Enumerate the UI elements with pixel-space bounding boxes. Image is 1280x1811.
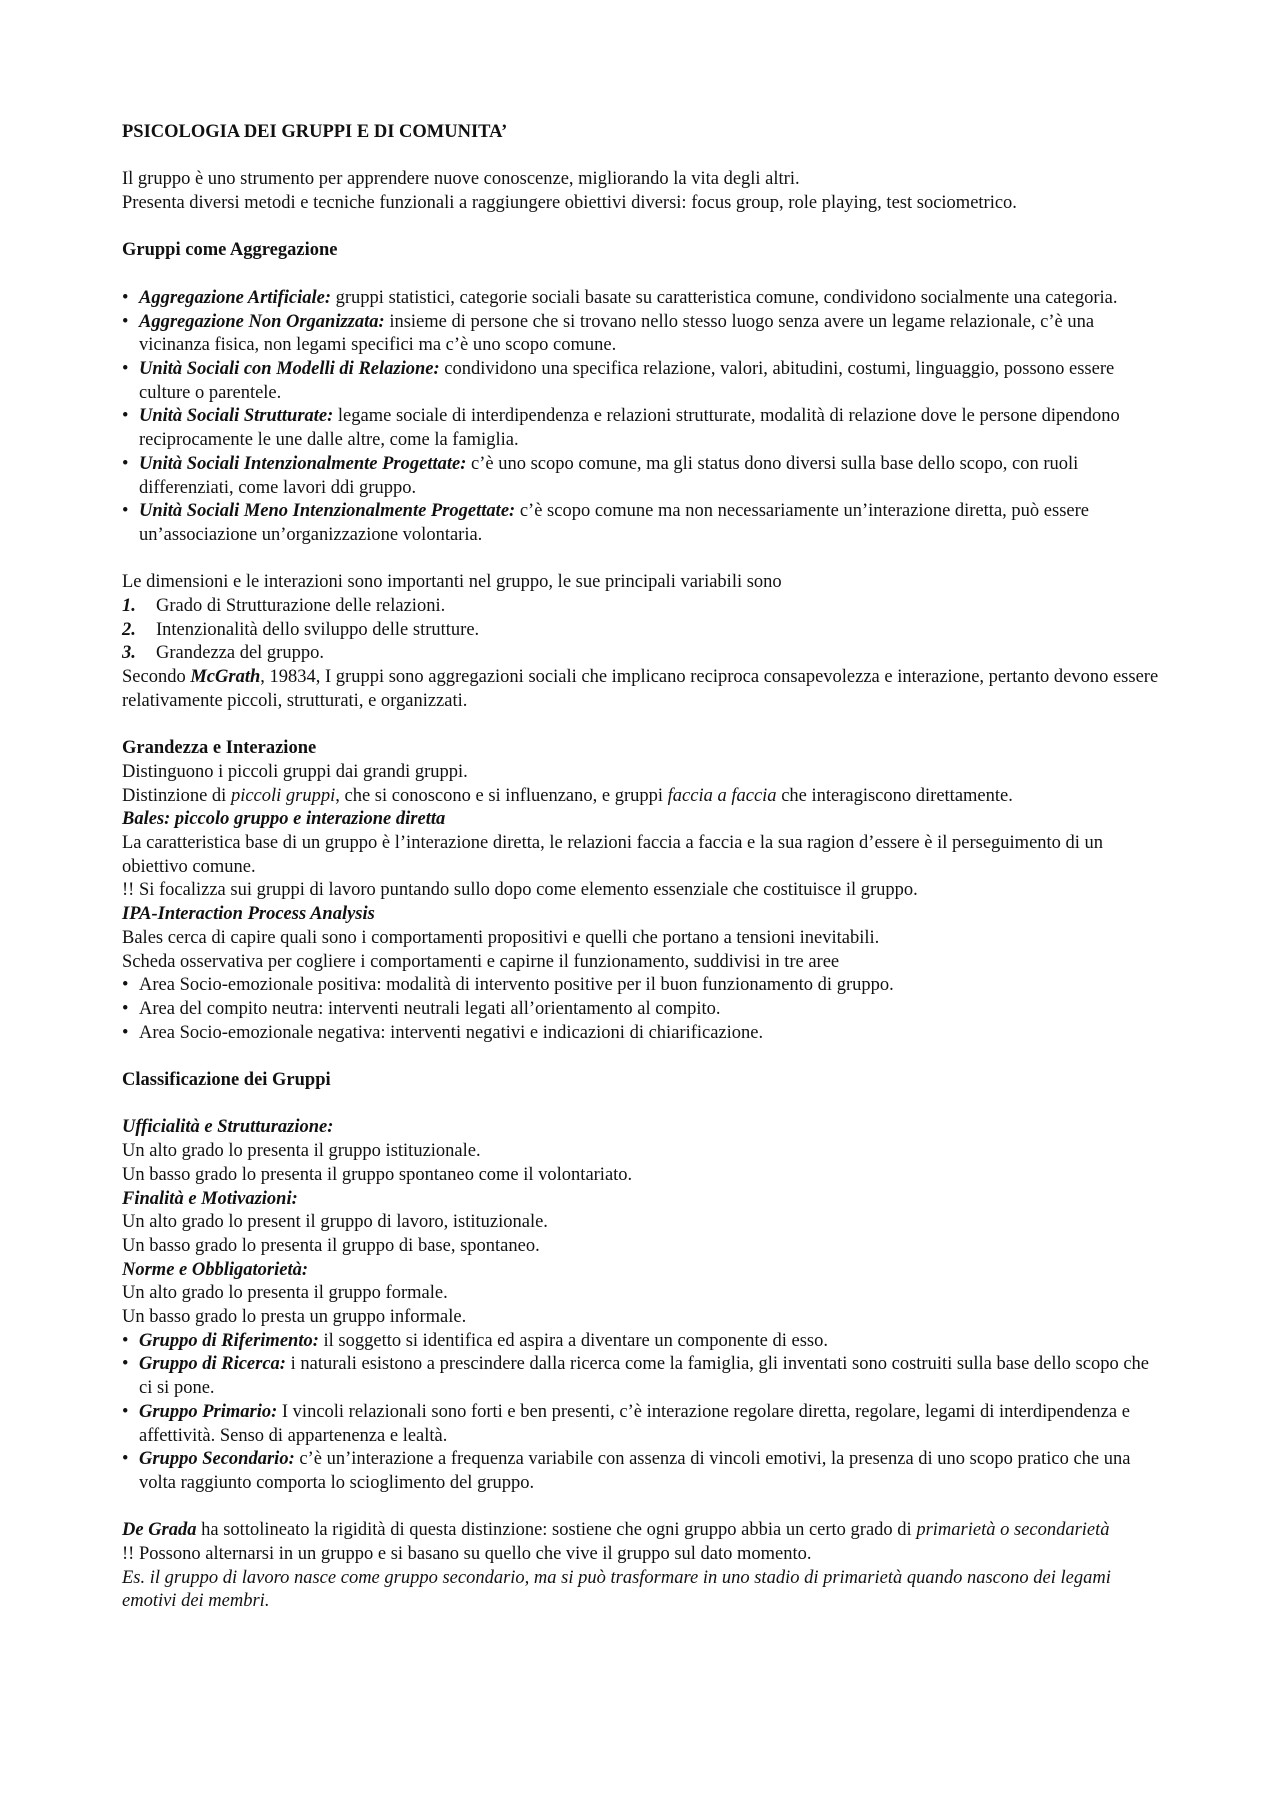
author-name: McGrath [190, 667, 261, 688]
mcgrath-paragraph [122, 666, 1160, 713]
ipa-subheading: IPA-Interaction Process Analysis [122, 904, 375, 925]
criterion-low: Un basso grado lo presenta il gruppo di base, spontaneo. [122, 1235, 540, 1256]
list-item: • Area Socio-emozionale negativa: interventi negativi e indicazioni di chiarificazione. [122, 1022, 1160, 1046]
item-text: c’è uno scopo comune, ma gli status dono diversi sulla base dello scopo, con ruoli differenziati, come lavori ddi gruppo. [139, 453, 1079, 498]
item-number: 1. [122, 596, 136, 616]
section-heading-classificazione: Classificazione dei Gruppi [122, 1070, 331, 1091]
item-text: insieme di persone che si trovano nello stesso luogo senza avere un legame relazionale, c’è una vicinanza fisica, non legami specifici ma c’è uno scopo comune. [139, 311, 1095, 356]
intro-line-2: Presenta diversi metodi e tecniche funzionali a raggiungere obiettivi diversi: focus group, role playing, test sociometrico. [122, 193, 1017, 214]
document-title: PSICOLOGIA DEI GRUPPI E DI COMUNITA’ [122, 122, 508, 142]
item-term: Unità Sociali Strutturate: [139, 406, 334, 427]
criterion-title: Ufficialità e Strutturazione: [122, 1117, 334, 1138]
numbered-item [122, 595, 1160, 619]
item-text: c’è un’interazione a frequenza variabile con assenza di vincoli emotivi, la presenza di uno scopo pratico che una volta raggiunto comporta lo scioglimento del gruppo. [139, 1449, 1131, 1493]
item-text: condividono una specifica relazione, valori, abitudini, costumi, linguaggio, possono essere culture o parentele. [139, 358, 1115, 403]
emphasis: faccia a faccia [667, 785, 777, 806]
bales-note: !! Si focalizza sui gruppi di lavoro puntando sullo dopo come elemento essenziale che costituisce il gruppo. [122, 880, 918, 901]
text-span: che interagiscono direttamente. [776, 785, 1013, 806]
list-item [122, 358, 1160, 405]
item-text: legame sociale di interdipendenza e relazioni strutturate, modalità di relazione dove le persone dipendono reciprocamente le une dalle altre, come la famiglia. [139, 406, 1120, 451]
spacer [122, 1045, 1160, 1069]
areas-list [122, 974, 1160, 1045]
bales-text: La caratteristica base di un gruppo è l’interazione diretta, le relazioni faccia a faccia e la sua ragion d’essere è il perseguimento di un obiettivo comune. [122, 833, 1104, 877]
list-item [122, 1330, 1160, 1354]
emphasis: primarietà o secondarietà [916, 1520, 1110, 1541]
list-item [122, 1448, 1160, 1495]
item-term: Gruppo Primario: [139, 1401, 278, 1422]
author-name: De Grada [122, 1520, 197, 1541]
item-text: il soggetto si identifica ed aspira a diventare un componente di esso. [318, 1330, 828, 1351]
spacer [122, 1496, 1160, 1520]
degrada-note: !! Possono alternarsi in un gruppo e si basano su quello che vive il gruppo sul dato momento. [122, 1544, 812, 1565]
item-term: Gruppo di Ricerca: [139, 1354, 286, 1375]
list-item [122, 287, 1160, 311]
item-term: Unità Sociali con Modelli di Relazione: [139, 358, 440, 379]
section-heading-aggregazione: Gruppi come Aggregazione [122, 240, 338, 261]
list-item [122, 500, 1160, 547]
item-term: Unità Sociali Meno Intenzionalmente Progettate: [139, 501, 516, 522]
intro-line-1: Il gruppo è uno strumento per apprendere nuove conoscenze, migliorando la vita degli altri. [122, 169, 800, 190]
item-number: 3. [122, 643, 136, 664]
list-item [122, 1401, 1160, 1448]
ipa-line-1: Bales cerca di capire quali sono i comportamenti propositivi e quelli che portano a tensioni inevitabili. [122, 927, 880, 948]
item-term: Unità Sociali Intenzionalmente Progettate: [139, 453, 467, 474]
grandezza-line-1: Distinguono i piccoli gruppi dai grandi gruppi. [122, 761, 468, 782]
spacer [122, 216, 1160, 240]
grandezza-line-2 [122, 785, 1160, 809]
list-item [122, 1353, 1160, 1400]
item-text: Grandezza del gruppo. [156, 643, 324, 664]
variables-list [122, 595, 1160, 666]
list-item [122, 405, 1160, 452]
aggregazione-list [122, 287, 1160, 548]
criterion-high: Un alto grado lo presenta il gruppo formale. [122, 1283, 448, 1304]
item-text: i naturali esistono a prescindere dalla ricerca come la famiglia, gli inventati sono costruiti sulla base dello scopo che ci si pone. [139, 1354, 1150, 1399]
section-heading-grandezza: Grandezza e Interazione [122, 738, 317, 759]
bales-subheading: Bales: piccolo gruppo e interazione diretta [122, 809, 446, 830]
text-span: Distinzione di [122, 785, 231, 806]
item-number: 2. [122, 619, 136, 640]
numbered-item [122, 619, 1160, 643]
dimensions-lead: Le dimensioni e le interazioni sono importanti nel gruppo, le sue principali variabili sono [122, 572, 782, 593]
item-term: Aggregazione Artificiale: [139, 287, 332, 308]
numbered-item [122, 642, 1160, 666]
list-item: • Area Socio-emozionale positiva: modalità di intervento positive per il buon funzionamento di gruppo. [122, 974, 1160, 998]
spacer [122, 1093, 1160, 1117]
criterion-high: Un alto grado lo presenta il gruppo istituzionale. [122, 1141, 481, 1162]
list-item [122, 311, 1160, 358]
degrada-paragraph [122, 1519, 1160, 1543]
item-text: gruppi statistici, categorie sociali basate su caratteristica comune, condividono socialmente una categoria. [331, 287, 1118, 308]
text-span: , che si conoscono e si influenzano, e gruppi [335, 785, 668, 806]
list-item [122, 453, 1160, 500]
criterion-high: Un alto grado lo present il gruppo di lavoro, istituzionale. [122, 1212, 548, 1233]
spacer [122, 714, 1160, 738]
item-text: Intenzionalità dello sviluppo delle strutture. [156, 619, 480, 640]
item-text: c’è scopo comune ma non necessariamente un’interazione diretta, può essere un’associazione un’organizzazione volontaria. [139, 501, 1089, 545]
emphasis: piccoli gruppi [230, 785, 336, 806]
degrada-example: Es. il gruppo di lavoro nasce come gruppo secondario, ma si può trasformare in uno stadio di primarietà quando nascono dei legami emotivi dei membri. [122, 1567, 1111, 1612]
list-item: • Area del compito neutra: interventi neutrali legati all’orientamento al compito. [122, 998, 1160, 1022]
item-term: Aggregazione Non Organizzata: [139, 311, 385, 332]
criterion-low: Un basso grado lo presenta il gruppo spontaneo come il volontariato. [122, 1164, 633, 1185]
item-text: Grado di Strutturazione delle relazioni. [156, 596, 446, 616]
spacer [122, 548, 1160, 572]
item-text: I vincoli relazionali sono forti e ben presenti, c’è interazione regolare diretta, regolare, legami di interdipendenza e affettività. Senso di appartenenza e lealtà. [139, 1401, 1130, 1446]
criterion-low: Un basso grado lo presta un gruppo informale. [122, 1307, 467, 1328]
text-span: , 19834, I gruppi sono aggregazioni sociali che implicano reciproca consapevolezza e interazione, pertanto devono essere relativamente piccoli, strutturati, e organizzati. [122, 667, 1159, 711]
ipa-line-2: Scheda osservativa per cogliere i comportamenti e capirne il funzionamento, suddivisi in tre aree [122, 951, 840, 972]
text-span: ha sottolineato la rigidità di questa distinzione: sostiene che ogni gruppo abbia un certo grado di [196, 1520, 917, 1541]
text-span: Secondo [122, 667, 191, 688]
criterion-title: Norme e Obbligatorietà: [122, 1259, 309, 1280]
item-term: Gruppo Secondario: [139, 1449, 295, 1470]
item-term: Gruppo di Riferimento: [139, 1330, 319, 1351]
criterion-title: Finalità e Motivazioni: [122, 1188, 298, 1209]
spacer [122, 263, 1160, 287]
group-types-list [122, 1330, 1160, 1496]
